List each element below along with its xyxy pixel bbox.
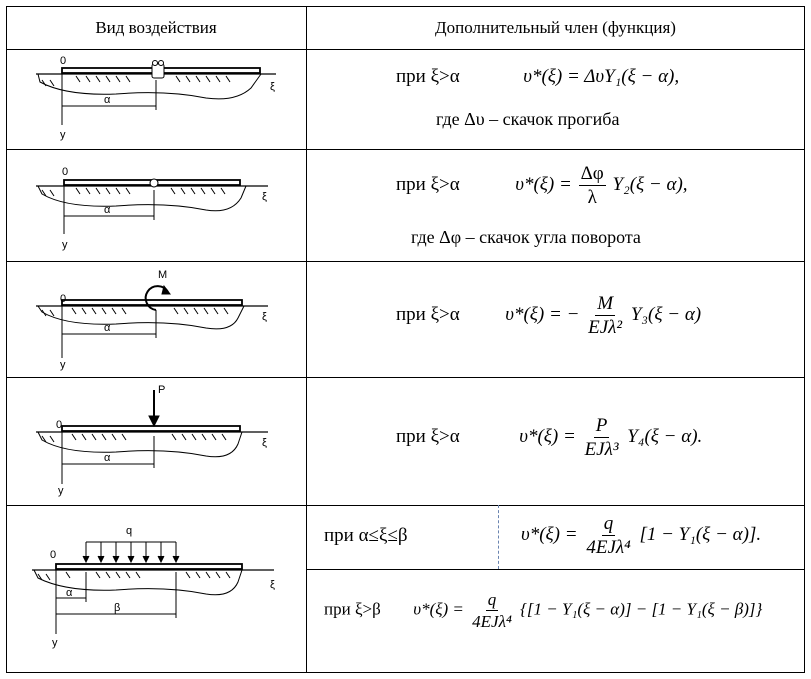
row4-condition: при ξ>α (396, 425, 460, 447)
y-axis-label: y (60, 129, 66, 141)
header-col-term: Дополнительный член (функция) (435, 17, 676, 37)
alpha-label: α (104, 94, 111, 106)
row4-denominator: EJλ³ (584, 439, 619, 460)
y-axis-label: y (60, 359, 66, 371)
row3-numerator: M (597, 293, 614, 314)
row3-condition: при ξ>α (396, 303, 460, 325)
table-border-bottom (6, 672, 805, 673)
row2-fraction (579, 164, 606, 207)
alpha-label: α (104, 322, 111, 334)
row4-fraction (583, 416, 621, 459)
row3-rhs: Y₃(ξ − α) (630, 303, 702, 325)
row2-formula (396, 164, 688, 207)
row6-lhs: υ*(ξ) = (413, 599, 469, 619)
xi-axis-label: ξ (262, 311, 267, 323)
row6-rhs: {[1 − Y₁(ξ − α)] − [1 − Y₁(ξ − β)]} (520, 599, 763, 619)
row3-lhs: υ*(ξ) = − (505, 303, 580, 325)
row6-fraction (470, 591, 514, 630)
row2-denominator: λ (587, 187, 597, 208)
load-label: q (126, 525, 133, 537)
row4-rhs: Y₄(ξ − α). (627, 425, 703, 447)
alpha-label: α (104, 452, 111, 464)
row4-lhs: υ*(ξ) = (519, 425, 581, 447)
xi-axis-label: ξ (262, 437, 267, 449)
row5-rhs: [1 − Y₁(ξ − α)]. (639, 523, 762, 545)
row6-condition: при ξ>β (324, 599, 381, 619)
row3-fraction (586, 294, 624, 337)
table-dashed-divider (498, 505, 499, 569)
row6-formula (324, 591, 762, 630)
diagram-force (6, 378, 306, 505)
row5-lhs: υ*(ξ) = (521, 523, 583, 545)
alpha-label: α (104, 204, 111, 216)
force-label: P (158, 384, 166, 396)
xi-axis-label: ξ (270, 579, 275, 591)
table-divider (306, 569, 805, 570)
row5-condition: при α≤ξ≤β (324, 525, 408, 546)
row2-numerator: Δφ (580, 163, 604, 184)
moment-label: M (158, 269, 168, 281)
row6-denominator: 4EJλ⁴ (472, 612, 512, 631)
y-axis-label: y (62, 239, 68, 251)
xi-axis-label: ξ (262, 191, 267, 203)
row1-formula (396, 66, 679, 88)
diagram-deflection-jump (6, 50, 306, 149)
row1-note: где Δυ – скачок прогиба (436, 109, 620, 129)
beta-label: β (114, 602, 121, 614)
origin-label: 0 (60, 55, 67, 67)
diagram-distributed-load (6, 506, 306, 672)
y-axis-label: y (58, 485, 64, 497)
row2-rhs: Y₂(ξ − α), (612, 173, 688, 195)
xi-axis-label: ξ (270, 81, 275, 93)
row1-rhs: ΔυY₁(ξ − α), (584, 66, 680, 87)
origin-label: 0 (56, 419, 63, 431)
table-border-right (804, 6, 805, 673)
row5-fraction (584, 514, 632, 557)
row5-denominator: 4EJλ⁴ (586, 537, 631, 558)
y-axis-label: y (52, 637, 58, 649)
row1-condition: при ξ>α (396, 66, 460, 87)
row3-formula (396, 294, 701, 337)
row5-numerator: q (603, 513, 614, 534)
row4-numerator: P (595, 415, 608, 436)
row4-formula (396, 416, 702, 459)
row6-numerator: q (487, 590, 497, 609)
origin-label: 0 (62, 166, 69, 178)
row2-lhs: υ*(ξ) = (515, 173, 577, 195)
origin-label: 0 (60, 293, 67, 305)
row2-condition: при ξ>α (396, 173, 460, 195)
diagram-rotation-jump (6, 150, 306, 261)
header-col-effect: Вид воздействия (95, 17, 217, 37)
alpha-label: α (66, 587, 73, 599)
row1-lhs: υ*(ξ) = (523, 66, 585, 87)
origin-label: 0 (50, 549, 57, 561)
diagram-moment (6, 262, 306, 377)
table-column-divider (306, 6, 307, 673)
row2-note: где Δφ – скачок угла поворота (411, 227, 641, 247)
row3-denominator: EJλ² (588, 317, 623, 338)
effects-table (6, 6, 805, 673)
row5-formula (521, 514, 761, 557)
